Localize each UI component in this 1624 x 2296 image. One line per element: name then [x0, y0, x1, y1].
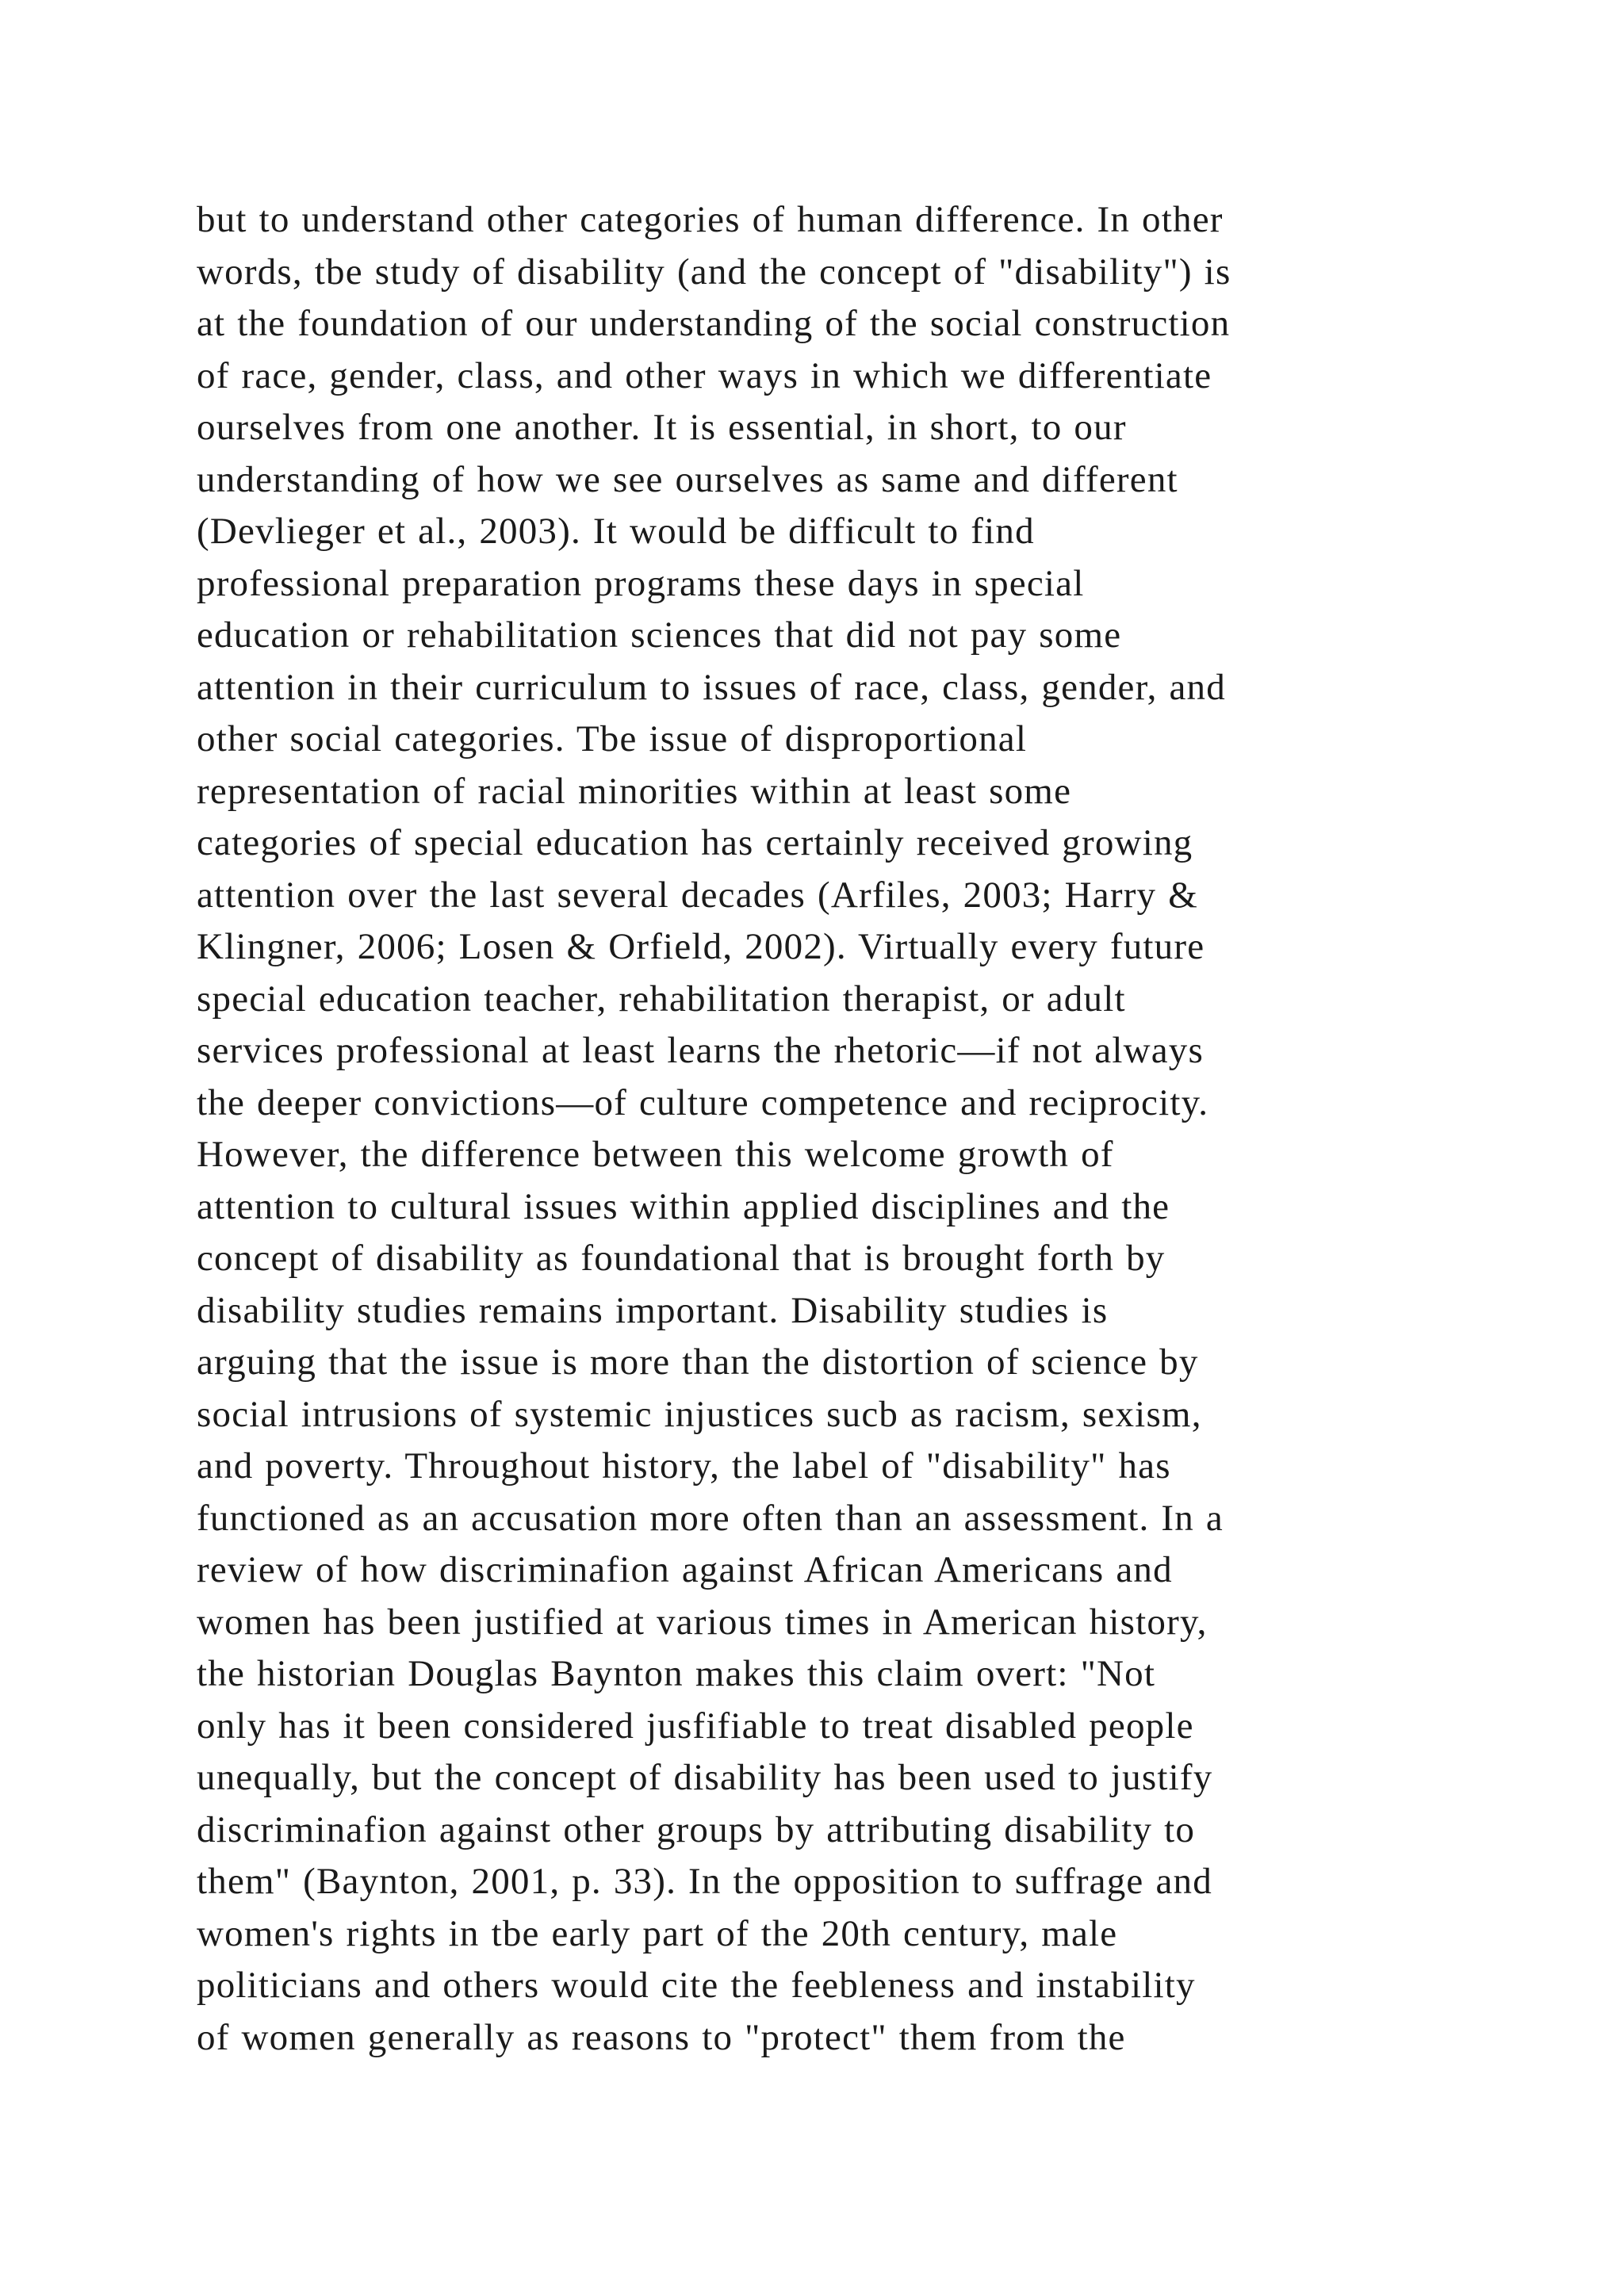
text-line: special education teacher, rehabilitation therapist, or adult [197, 978, 1126, 1020]
text-line: ourselves from one another. It is essential, in short, to our [197, 407, 1127, 448]
text-line: and poverty. Throughout history, the label of "disability" has [197, 1445, 1171, 1487]
text-line: politicians and others would cite the feebleness and instability [197, 1965, 1196, 2006]
text-line: social intrusions of systemic injustices sucb as racism, sexism, [197, 1393, 1202, 1435]
text-line: unequally, but the concept of disability has been used to justify [197, 1757, 1213, 1798]
text-line: attention in their curriculum to issues of race, class, gender, and [197, 666, 1226, 708]
body-text [197, 194, 1561, 2064]
text-line: women's rights in tbe early part of the 20th century, male [197, 1912, 1118, 1954]
text-line: arguing that the issue is more than the distortion of science by [197, 1341, 1199, 1383]
text-line: services professional at least learns the rhetoric—if not always [197, 1030, 1205, 1071]
text-line: However, the difference between this welcome growth of [197, 1134, 1114, 1175]
text-line: categories of special education has certainly received growing [197, 822, 1193, 863]
text-line: of women generally as reasons to "protect" them from the [197, 2016, 1126, 2058]
text-line: but to understand other categories of human difference. In other [197, 199, 1224, 240]
text-line: understanding of how we see ourselves as same and different [197, 458, 1178, 500]
text-line: professional preparation programs these days in special [197, 562, 1085, 604]
text-line: the historian Douglas Baynton makes this claim overt: "Not [197, 1653, 1156, 1694]
text-line: them" (Baynton, 2001, p. 33). In the opposition to suffrage and [197, 1861, 1212, 1902]
text-line: the deeper convictions—of culture competence and reciprocity. [197, 1081, 1209, 1123]
text-line: at the foundation of our understanding of the social construction [197, 303, 1231, 344]
text-line: words, tbe study of disability (and the concept of "disability") is [197, 251, 1231, 293]
text-line: only has it been considered jusfifiable to treat disabled people [197, 1705, 1194, 1747]
text-line: Klingner, 2006; Losen & Orfield, 2002). Virtually every future [197, 926, 1205, 967]
text-line: representation of racial minorities within at least some [197, 770, 1072, 812]
text-line: concept of disability as foundational that is brought forth by [197, 1238, 1166, 1279]
text-line: attention over the last several decades (Arfiles, 2003; Harry & [197, 874, 1198, 916]
text-line: (Devlieger et al., 2003). It would be difficult to find [197, 511, 1035, 552]
text-line: functioned as an accusation more often than an assessment. In a [197, 1497, 1224, 1539]
text-line: of race, gender, class, and other ways in which we differentiate [197, 354, 1212, 396]
text-line: education or rehabilitation sciences that did not pay some [197, 614, 1122, 656]
text-line: women has been justified at various times in American history, [197, 1601, 1208, 1643]
text-line: attention to cultural issues within applied disciplines and the [197, 1185, 1170, 1227]
text-line: disability studies remains important. Disability studies is [197, 1289, 1109, 1331]
text-line: review of how discriminafion against African Americans and [197, 1549, 1173, 1590]
text-line: other social categories. Tbe issue of disproportional [197, 718, 1028, 760]
text-line: discriminafion against other groups by attributing disability to [197, 1808, 1196, 1850]
